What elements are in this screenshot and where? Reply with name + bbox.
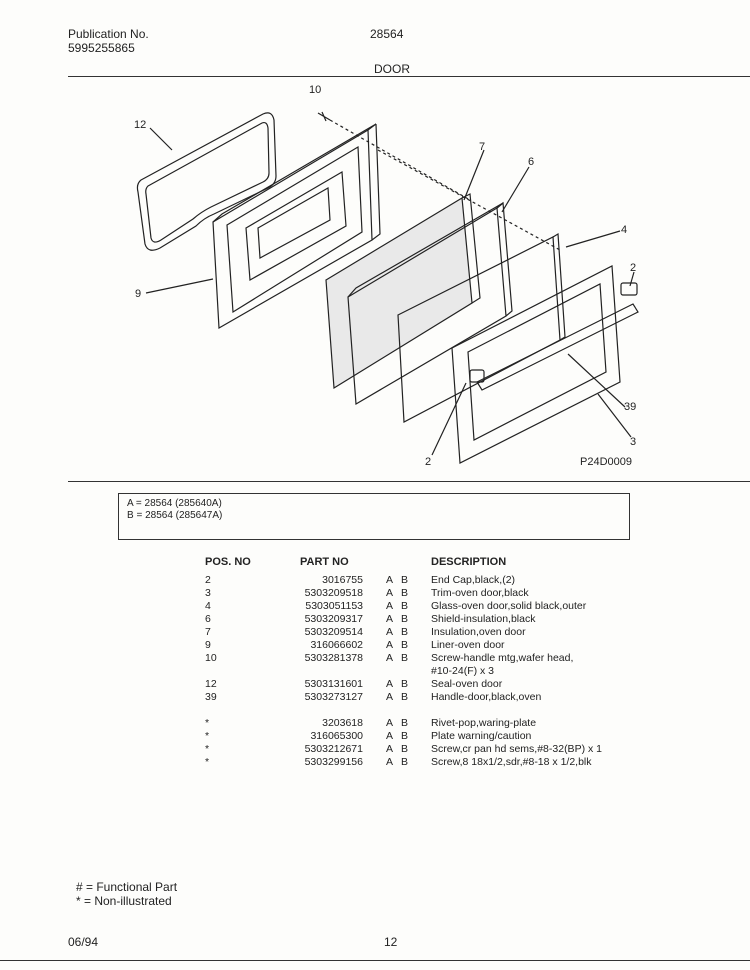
table-row [0,626,750,639]
cell-model-b: B [401,730,409,742]
cell-part: 5303209514 [304,626,363,638]
cell-model-b: B [401,626,409,638]
cell-description: Screw,8 18x1/2,sdr,#8-18 x 1/2,blk [431,756,592,768]
table-row [0,756,750,769]
cell-description: Plate warning/caution [431,730,532,742]
callout-9: 9 [135,288,142,300]
cell-part: 5303209317 [304,613,363,625]
cell-description: Trim-oven door,black [431,587,529,599]
cell-part: 5303131601 [304,678,363,690]
callout-7: 7 [479,141,486,153]
cell-description: #10-24(F) x 3 [431,665,495,677]
code-a: A = 28564 (285640A) [127,498,222,509]
cell-pos: 10 [205,652,217,664]
table-row [0,678,750,691]
model-code-box [118,493,630,540]
cell-description: End Cap,black,(2) [431,574,516,586]
cell-description: Seal-oven door [431,678,503,690]
cell-pos: 9 [205,639,211,651]
table-row [0,743,750,756]
code-b: B = 28564 (285647A) [127,510,223,521]
table-row [0,613,750,626]
footer-date: 06/94 [68,935,99,949]
legend-non-illustrated: * = Non-illustrated [76,894,172,908]
callout-10: 10 [309,84,322,96]
cell-pos: * [205,756,210,768]
table-row [0,717,750,730]
cell-part: 5303209518 [304,587,363,599]
cell-part: 5303051153 [305,600,363,612]
cell-model-a: A [386,574,394,586]
cell-model-a: A [386,652,394,664]
legend-functional-part: # = Functional Part [76,880,178,894]
cell-part: 5303299156 [304,756,363,768]
cell-pos: * [205,717,210,729]
publication-label: Publication No. [68,27,149,41]
cell-model-a: A [386,730,394,742]
cell-description: Screw-handle mtg,wafer head, [431,652,574,664]
callout-2-bottom: 2 [425,456,432,468]
figure-id: P24D0009 [580,456,632,468]
cell-model-b: B [401,756,409,768]
callout-2-right: 2 [630,262,637,274]
table-row [0,574,750,587]
page-number: 12 [384,935,398,949]
section-title: DOOR [374,62,410,76]
cell-pos: 2 [205,574,211,586]
cell-description: Insulation,oven door [431,626,526,638]
cell-model-a: A [386,626,394,638]
cell-model-b: B [401,574,409,586]
cell-model-a: A [386,743,394,755]
callout-12: 12 [134,119,147,131]
cell-part: 5303273127 [304,691,363,703]
cell-pos: 7 [205,626,211,638]
cell-pos: * [205,743,210,755]
cell-model-a: A [386,613,394,625]
cell-pos: 3 [205,587,211,599]
callout-3: 3 [630,436,637,448]
cell-description: Screw,cr pan hd sems,#8-32(BP) x 1 [431,743,602,755]
table-row [0,639,750,652]
cell-model-b: B [401,678,409,690]
cell-pos: * [205,730,210,742]
cell-model-a: A [386,756,394,768]
cell-pos: 6 [205,613,211,625]
cell-model-b: B [401,691,409,703]
cell-pos: 12 [205,678,217,690]
callout-39: 39 [624,401,637,413]
cell-pos: 4 [205,600,211,612]
table-row [0,587,750,600]
diagram-rule [68,481,750,482]
header-description: DESCRIPTION [431,556,507,568]
callout-4: 4 [621,224,628,236]
cell-model-a: A [386,717,394,729]
cell-model-b: B [401,717,409,729]
cell-model-a: A [386,678,394,690]
cell-description: Rivet-pop,waring-plate [431,717,537,729]
callout-6: 6 [528,156,535,168]
model-number: 28564 [370,27,404,41]
cell-part: 316066602 [310,639,363,651]
cell-model-b: B [401,613,409,625]
publication-number: 5995255865 [68,41,135,55]
cell-model-a: A [386,639,394,651]
cell-model-a: A [386,587,394,599]
cell-part: 5303212671 [304,743,363,755]
footer-rule [0,960,750,961]
table-row [0,691,750,704]
cell-part: 3016755 [322,574,363,586]
cell-model-b: B [401,600,409,612]
cell-model-b: B [401,639,409,651]
cell-model-b: B [401,743,409,755]
cell-part: 3203618 [322,717,363,729]
exploded-door-diagram [0,78,750,480]
header-rule [68,76,750,77]
cell-model-b: B [401,652,409,664]
table-row [0,600,750,613]
header-pos: POS. NO [205,556,251,568]
cell-model-b: B [401,587,409,599]
cell-model-a: A [386,691,394,703]
cell-part: 5303281378 [304,652,363,664]
cell-description: Shield-insulation,black [431,613,536,625]
cell-model-a: A [386,600,394,612]
table-row [0,652,750,665]
cell-description: Handle-door,black,oven [431,691,542,703]
table-row [0,665,750,678]
cell-description: Liner-oven door [431,639,505,651]
cell-part: 316065300 [310,730,363,742]
table-row [0,730,750,743]
cell-pos: 39 [205,691,217,703]
header-part: PART NO [300,556,349,568]
cell-description: Glass-oven door,solid black,outer [431,600,587,612]
